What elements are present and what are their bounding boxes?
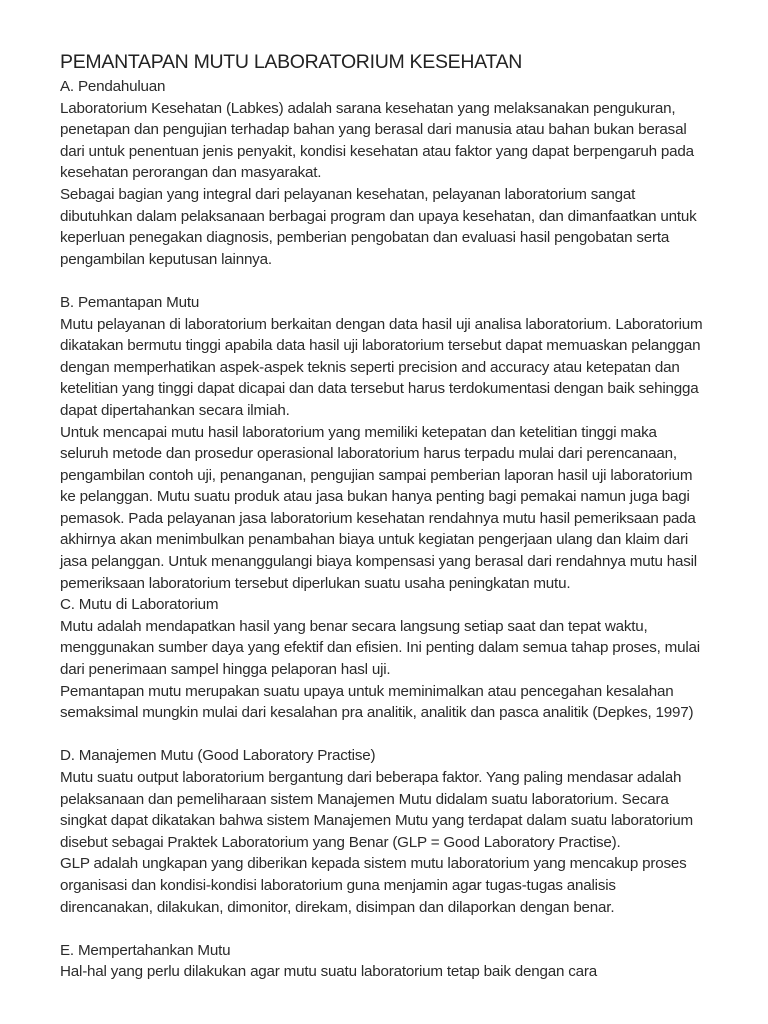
text-line: pemeriksaan laboratorium tersebut diperlukan suatu usaha peningkatan mutu. <box>60 574 571 592</box>
text-line: singkat dapat dikatakan bahwa sistem Manajemen Mutu yang terdapat dalam suatu laboratorium <box>60 812 693 830</box>
text-line: ke pelanggan. Mutu suatu produk atau jasa bukan hanya penting bagi pemakai namun juga bagi <box>60 488 690 506</box>
text-line: seluruh metode dan prosedur operasional laboratorium harus terpadu mulai dari perencanaan, <box>60 445 677 463</box>
text-line: organisasi dan kondisi-kondisi laboratorium guna menjamin agar tugas-tugas analisis <box>60 876 616 894</box>
text-line: Mutu suatu output laboratorium bergantung dari beberapa faktor. Yang paling mendasar adalah <box>60 769 682 786</box>
blank-line <box>60 270 740 292</box>
text-line: keperluan penegakan diagnosis, pemberian pengobatan dan evaluasi hasil pengobatan serta <box>60 229 670 247</box>
text-line: Laboratorium Kesehatan (Labkes) adalah sarana kesehatan yang melaksanakan pengukuran, <box>60 99 676 117</box>
section-heading: D. Manajemen Mutu (Good Laboratory Practise) <box>60 747 376 765</box>
section-heading: B. Pemantapan Mutu <box>60 293 200 311</box>
text-line: Untuk mencapai mutu hasil laboratorium yang memiliki ketepatan dan ketelitian tinggi maka <box>60 423 657 441</box>
text-line: dapat dipertahankan secara ilmiah. <box>60 401 290 419</box>
document-title: PEMANTAPAN MUTU LABORATORIUM KESEHATAN <box>60 51 523 73</box>
text-line: jasa pelanggan. Untuk menanggulangi biaya kompensasi yang berasal dari rendahnya mutu hasil <box>60 553 697 571</box>
text-line: akhirnya akan menimbulkan penambahan biaya untuk kegiatan pengerjaan ulang dan klaim dari <box>60 531 689 549</box>
text-line: direncanakan, dilakukan, dimonitor, direkam, disimpan dan dilaporkan dengan benar. <box>60 898 615 916</box>
text-line: penetapan dan pengujian terhadap bahan yang berasal dari manusia atau bahan bukan berasal <box>60 121 687 139</box>
text-line: semaksimal mungkin mulai dari kesalahan pra analitik, analitik dan pasca analitik (Depkes, 1997) <box>60 704 694 722</box>
section-heading: C. Mutu di Laboratorium <box>60 596 219 614</box>
text-line: Sebagai bagian yang integral dari pelayanan kesehatan, pelayanan laboratorium sangat <box>60 185 636 203</box>
blank-line <box>60 918 740 940</box>
text-line: Mutu pelayanan di laboratorium berkaitan dengan data hasil uji analisa laboratorium. Laboratorium <box>60 315 703 333</box>
text-line: pelaksanaan dan pemeliharaan sistem Manajemen Mutu didalam suatu laboratorium. Secara <box>60 790 669 808</box>
text-line: pengambilan keputusan lainnya. <box>60 250 272 268</box>
text-line: menggunakan sumber daya yang efektif dan efisien. Ini penting dalam semua tahap proses, mulai <box>60 639 700 657</box>
text-line: dikatakan bermutu tinggi apabila data hasil uji laboratorium tersebut dapat memuaskan pelanggan <box>60 337 701 355</box>
document-page <box>60 50 740 983</box>
text-line: Hal-hal yang perlu dilakukan agar mutu suatu laboratorium tetap baik dengan cara <box>60 963 597 981</box>
text-line: kesehatan perorangan dan masyarakat. <box>60 164 322 182</box>
text-line: Pemantapan mutu merupakan suatu upaya untuk meminimalkan atau pencegahan kesalahan <box>60 682 674 700</box>
text-line: dari untuk penentuan jenis penyakit, kondisi kesehatan atau faktor yang dapat berpengaruh pada <box>60 142 694 160</box>
text-line: dari penerimaan sampel hingga pelaporan hasl uji. <box>60 661 391 679</box>
blank-line <box>60 724 740 746</box>
section-heading: E. Mempertahankan Mutu <box>60 941 231 959</box>
text-line: dibutuhkan dalam pelaksanaan berbagai program dan upaya kesehatan, dan dimanfaatkan untuk <box>60 207 697 225</box>
document-body <box>60 76 740 983</box>
text-line: ketelitian yang tinggi dapat dicapai dan data tersebut harus terdokumentasi dengan baik sehingga <box>60 380 699 398</box>
text-line: Mutu adalah mendapatkan hasil yang benar secara langsung setiap saat dan tepat waktu, <box>60 617 648 635</box>
text-line: pemasok. Pada pelayanan jasa laboratorium kesehatan rendahnya mutu hasil pemeriksaan pada <box>60 509 696 527</box>
section-heading: A. Pendahuluan <box>60 78 166 95</box>
text-line: disebut sebagai Praktek Laboratorium yang Benar (GLP = Good Laboratory Practise). <box>60 833 621 851</box>
text-line: GLP adalah ungkapan yang diberikan kepada sistem mutu laboratorium yang mencakup proses <box>60 855 687 873</box>
text-line: dengan memperhatikan aspek-aspek teknis seperti precision and accuracy atau ketepatan dan <box>60 358 680 376</box>
text-line: pengambilan contoh uji, penanganan, pengujian sampai pemberian laporan hasil uji laboratorium <box>60 466 693 484</box>
